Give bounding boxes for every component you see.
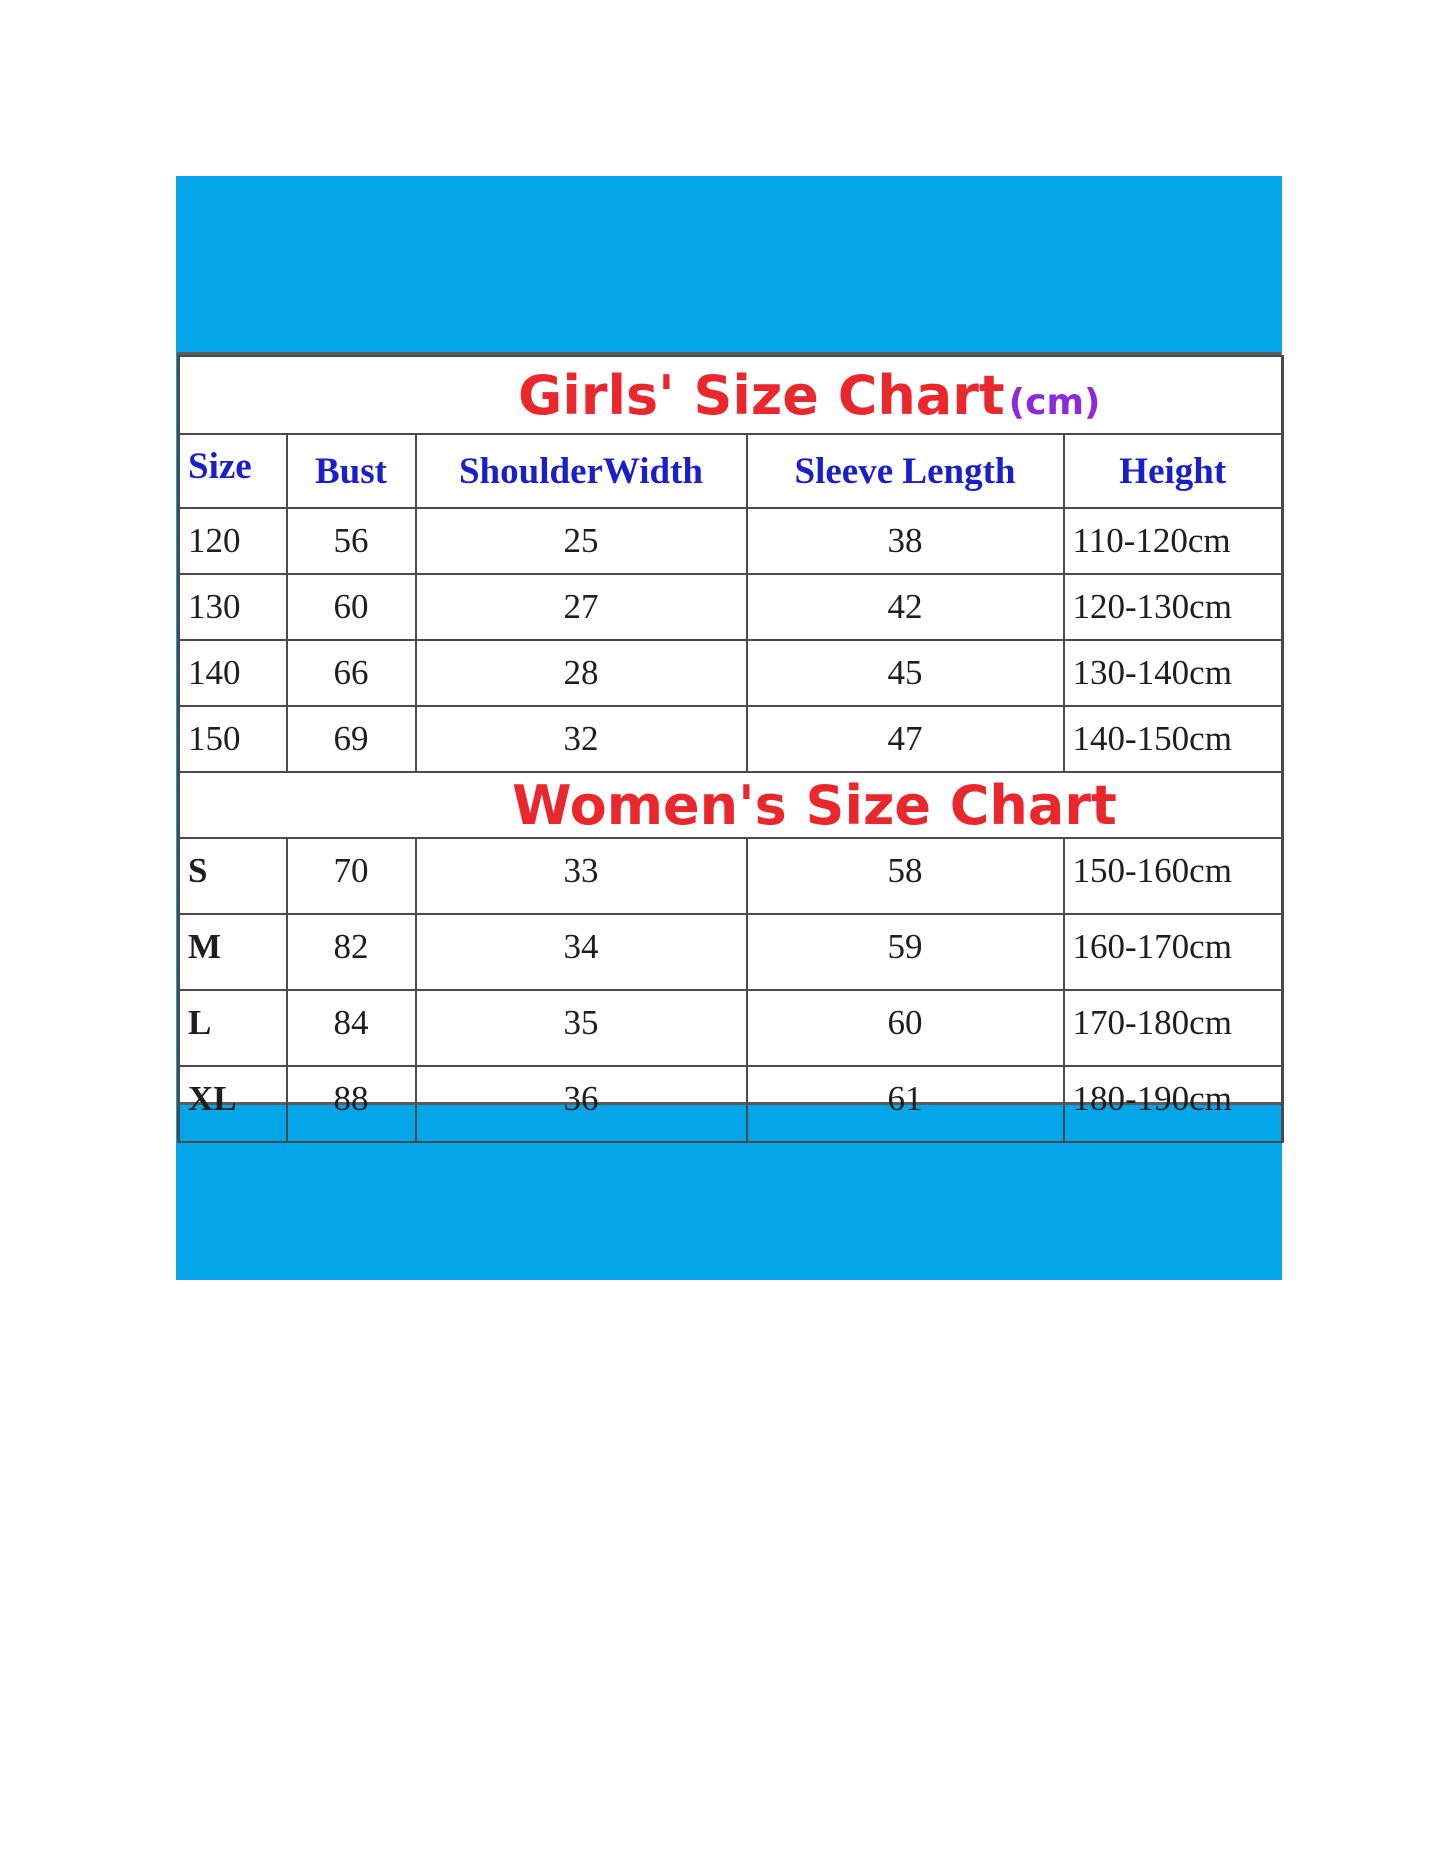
size-cell: 120	[179, 508, 287, 574]
bust-cell: 70	[287, 838, 416, 914]
column-header-sleeve-length: Sleeve Length	[747, 434, 1064, 508]
women-title-row	[179, 772, 1283, 838]
shoulder-cell: 33	[416, 838, 747, 914]
size-cell: M	[179, 914, 287, 990]
column-header-shoulder-width: ShoulderWidth	[416, 434, 747, 508]
table-row	[179, 914, 1283, 990]
size-cell: 150	[179, 706, 287, 772]
size-chart	[177, 352, 1281, 1118]
shoulder-cell: 36	[416, 1066, 747, 1142]
women-chart-title: Women's Size Chart	[512, 773, 1117, 837]
sleeve-cell: 58	[747, 838, 1064, 914]
bust-cell: 82	[287, 914, 416, 990]
bust-cell: 88	[287, 1066, 416, 1142]
table-row	[179, 508, 1283, 574]
height-cell: 130-140cm	[1064, 640, 1283, 706]
girls-chart-title: Girls' Size Chart	[518, 363, 1005, 427]
sleeve-cell: 38	[747, 508, 1064, 574]
size-cell: 130	[179, 574, 287, 640]
shoulder-cell: 25	[416, 508, 747, 574]
size-chart-table	[177, 355, 1284, 1143]
height-cell: 120-130cm	[1064, 574, 1283, 640]
size-cell: XL	[179, 1066, 287, 1142]
height-cell: 150-160cm	[1064, 838, 1283, 914]
bust-cell: 69	[287, 706, 416, 772]
sleeve-cell: 59	[747, 914, 1064, 990]
shoulder-cell: 27	[416, 574, 747, 640]
bust-cell: 60	[287, 574, 416, 640]
table-row	[179, 640, 1283, 706]
girls-title-cell	[179, 356, 1283, 434]
sleeve-cell: 42	[747, 574, 1064, 640]
bust-cell: 66	[287, 640, 416, 706]
height-cell: 160-170cm	[1064, 914, 1283, 990]
height-cell: 110-120cm	[1064, 508, 1283, 574]
table-row	[179, 574, 1283, 640]
column-header-size: Size	[179, 434, 287, 508]
table-row	[179, 990, 1283, 1066]
table-row	[179, 706, 1283, 772]
shoulder-cell: 34	[416, 914, 747, 990]
sleeve-cell: 45	[747, 640, 1064, 706]
size-cell: L	[179, 990, 287, 1066]
bust-cell: 56	[287, 508, 416, 574]
unit-label: (cm)	[1008, 381, 1101, 423]
column-header-height: Height	[1064, 434, 1283, 508]
women-title-cell	[179, 772, 1283, 838]
sleeve-cell: 47	[747, 706, 1064, 772]
sleeve-cell: 60	[747, 990, 1064, 1066]
girls-title-row	[179, 356, 1283, 434]
shoulder-cell: 32	[416, 706, 747, 772]
shoulder-cell: 28	[416, 640, 747, 706]
table-row	[179, 838, 1283, 914]
table-row	[179, 1066, 1283, 1142]
height-cell: 140-150cm	[1064, 706, 1283, 772]
column-header-bust: Bust	[287, 434, 416, 508]
sleeve-cell: 61	[747, 1066, 1064, 1142]
bust-cell: 84	[287, 990, 416, 1066]
column-header-row	[179, 434, 1283, 508]
size-cell: 140	[179, 640, 287, 706]
shoulder-cell: 35	[416, 990, 747, 1066]
height-cell: 180-190cm	[1064, 1066, 1283, 1142]
size-cell: S	[179, 838, 287, 914]
height-cell: 170-180cm	[1064, 990, 1283, 1066]
